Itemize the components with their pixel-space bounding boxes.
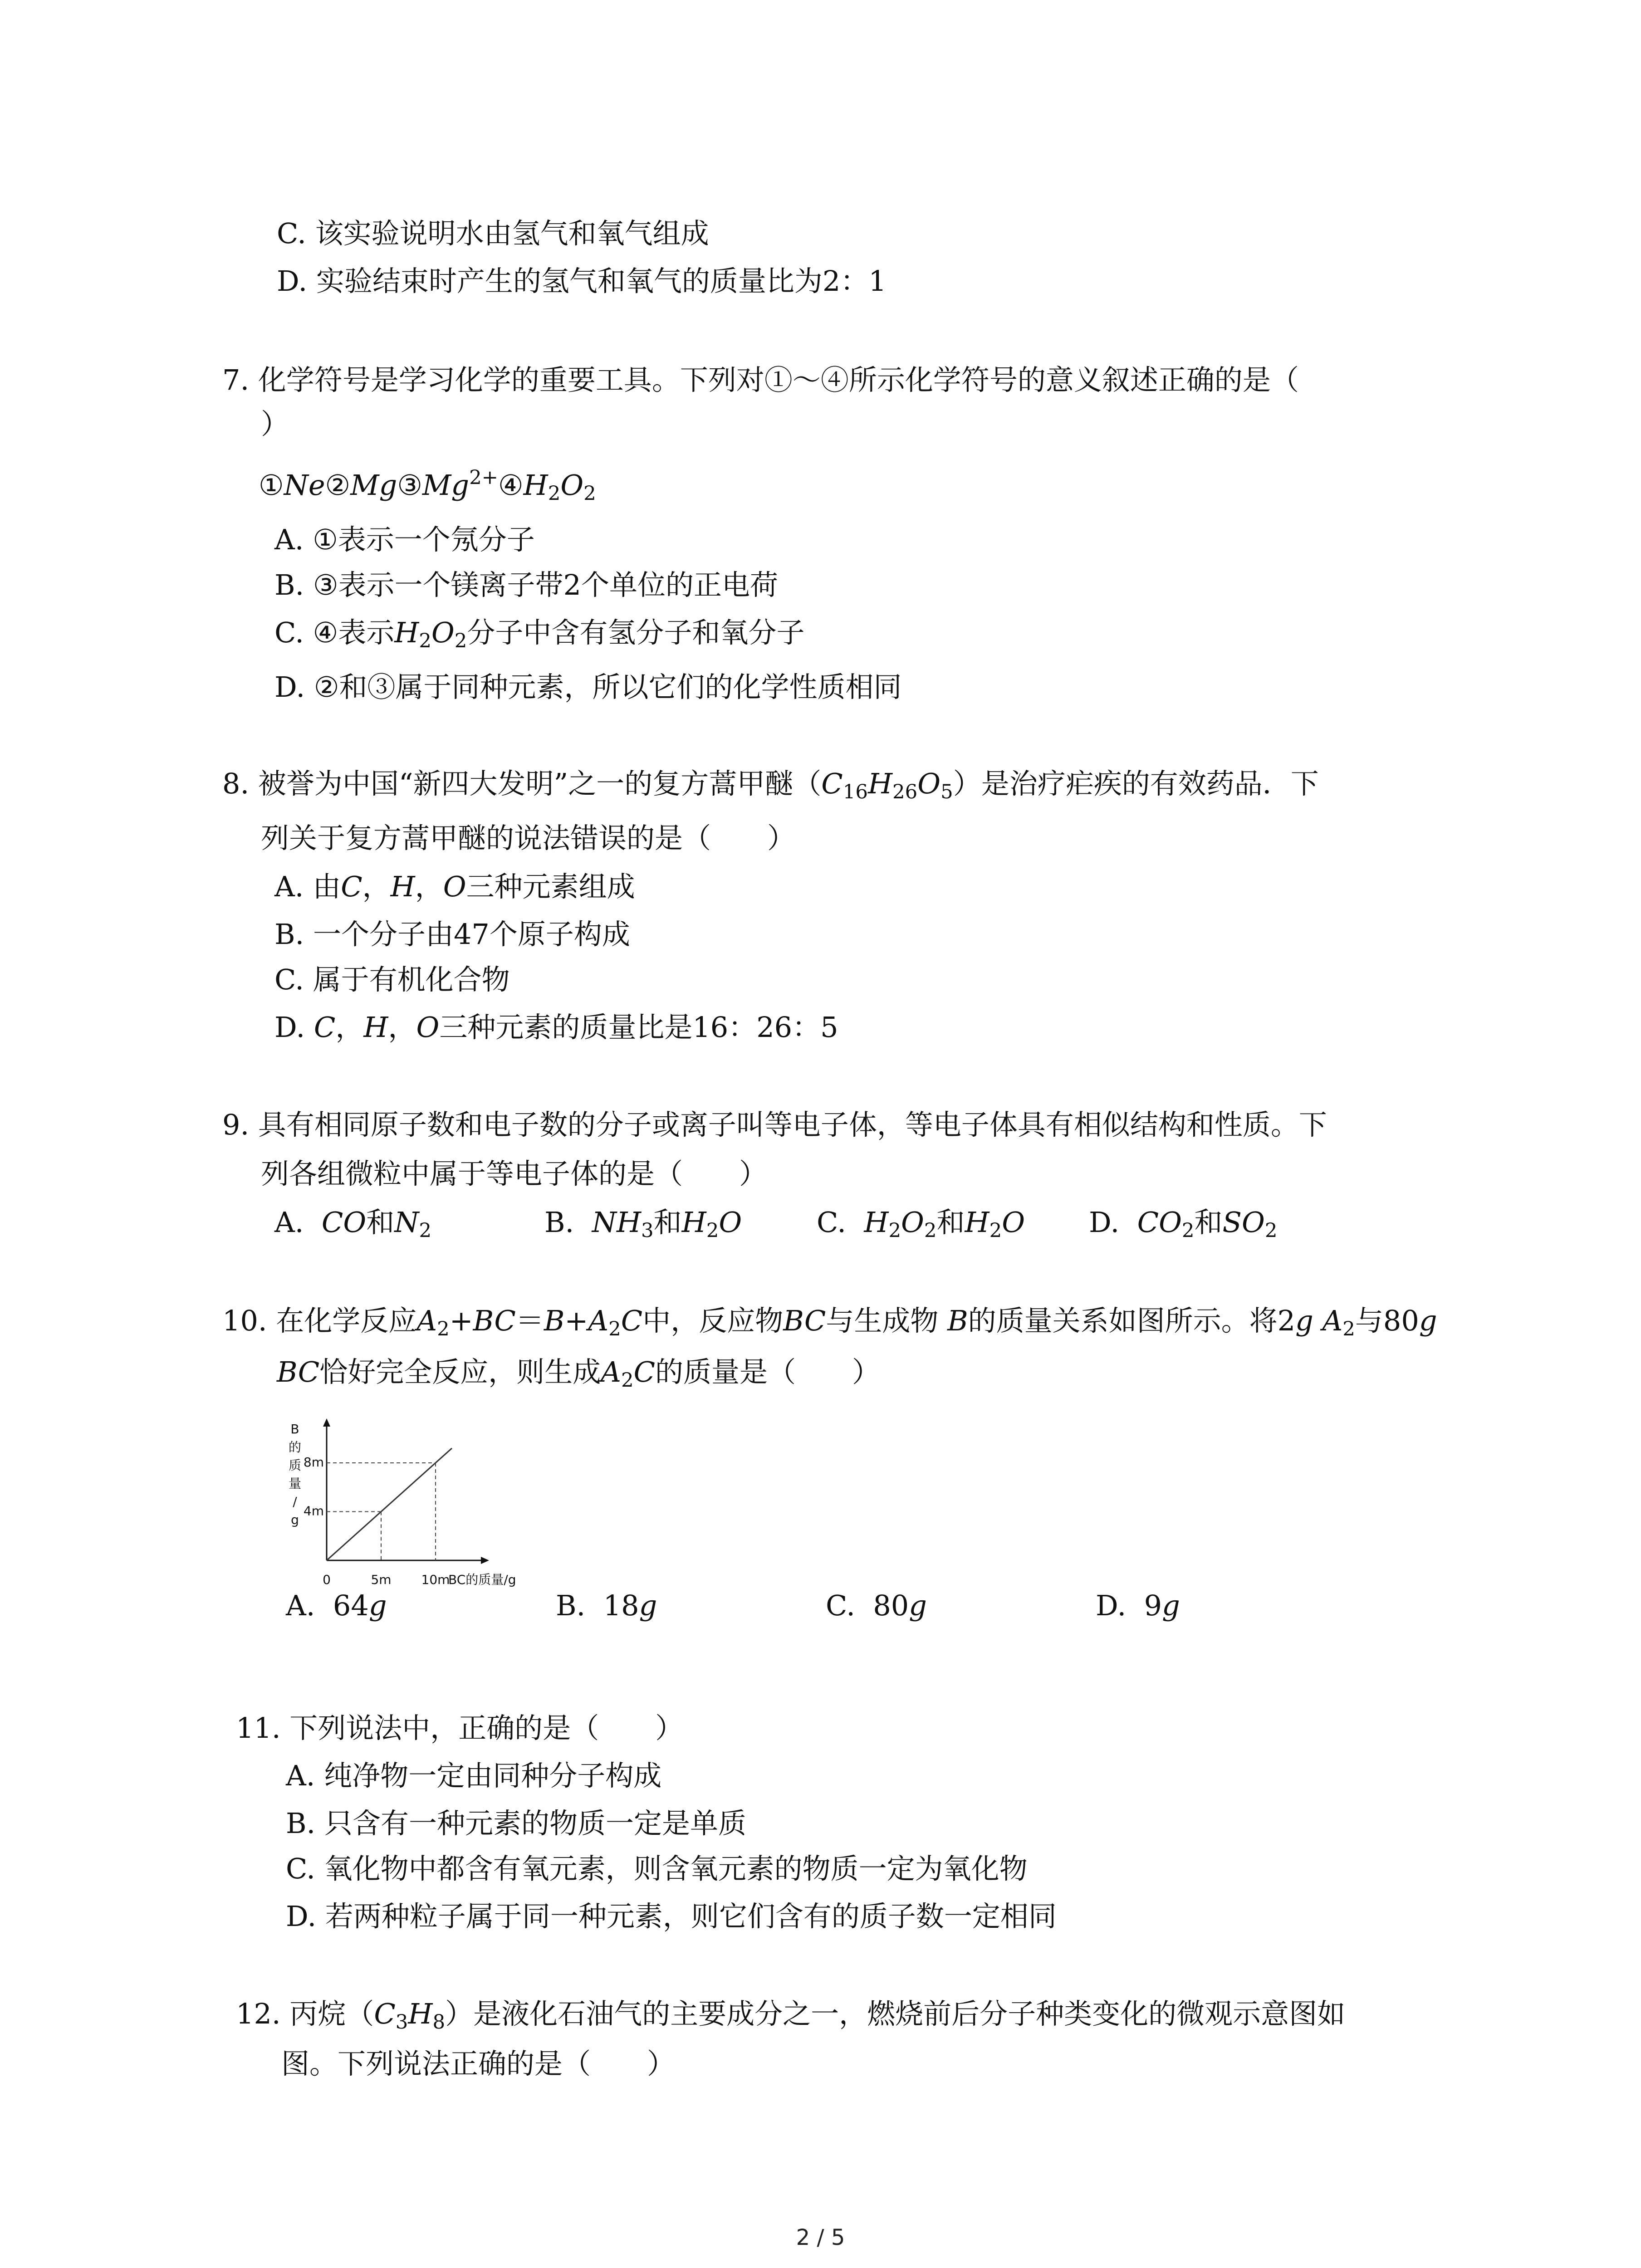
q11-option-c: C. 氧化物中都含有氧元素，则含氧元素的物质一定为氧化物 xyxy=(286,1852,1028,1885)
q11-stem: 11. 下列说法中，正确的是（ ） xyxy=(236,1711,684,1745)
q7-option-b: B. ③表示一个镁离子带2个单位的正电荷 xyxy=(274,568,779,601)
x-tick-label: 5m xyxy=(371,1572,392,1587)
q8-option-c: C. 属于有机化合物 xyxy=(274,963,510,996)
x-axis-label: BC的质量/g xyxy=(448,1572,516,1587)
series-line xyxy=(327,1448,452,1560)
x-axis-arrow xyxy=(481,1557,489,1564)
q12-stem-line2: 图。下列说法正确的是（ ） xyxy=(281,2047,676,2080)
y-axis-label: B 的质量/ g xyxy=(288,1422,302,1527)
q8-stem-line1: 8. 被誉为中国“新四大发明”之一的复方蒿甲醚$(C_{16}H_{26}O_5)$是治疗疟疾的有效药品．下 xyxy=(222,767,1319,803)
q6-option-c: C. 该实验说明水由氢气和氧气组成 xyxy=(277,217,709,250)
chart-marks xyxy=(327,1448,452,1560)
q10-stem-line2: BC恰好完全反应，则生成$A_2C$的质量是（ ） xyxy=(277,1355,881,1392)
q11-option-d: D. 若两种粒子属于同一种元素，则它们含有的质子数一定相同 xyxy=(286,1900,1057,1933)
q10-option-c: C. 80g xyxy=(826,1589,927,1622)
y-axis-arrow xyxy=(323,1418,330,1427)
q7-stem-line2: ） xyxy=(261,407,289,440)
page-number: 2 / 5 xyxy=(796,2225,845,2250)
q10-option-d: D. 9g xyxy=(1096,1589,1180,1622)
q9-stem-line1: 9. 具有相同原子数和电子数的分子或离子叫等电子体，等电子体具有相似结构和性质。下 xyxy=(222,1108,1327,1141)
q9-option-b: B. $NH_3$和$H_2O$ xyxy=(544,1206,742,1242)
q9-option-a: A. CO和$N_2$ xyxy=(274,1206,432,1242)
q7-option-c: C. ④表示$H_2O_2$分子中含有氢分子和氧分子 xyxy=(274,616,805,652)
q6-option-d: D. 实验结束时产生的氢气和氧气的质量比为2：1 xyxy=(277,264,887,298)
x-tick-label: 10m xyxy=(421,1572,450,1587)
q7-symbols: $①Ne②Mg③Mg^{2+}④H_2O_2$ xyxy=(259,466,596,505)
q7-option-d: D. ②和③属于同种元素，所以它们的化学性质相同 xyxy=(274,670,902,704)
q12-stem-line1: 12. 丙烷$(C_3H_8)$是液化石油气的主要成分之一，燃烧前后分子种类变化的微观示意图如 xyxy=(236,1997,1346,2033)
q8-option-b: B. 一个分子由47个原子构成 xyxy=(274,918,630,951)
q11-option-a: A. 纯净物一定由同种分子构成 xyxy=(286,1759,662,1792)
q7-stem-line1: 7. 化学符号是学习化学的重要工具。下列对①～④所示化学符号的意义叙述正确的是（ xyxy=(222,363,1299,396)
q8-stem-line2: 列关于复方蒿甲醚的说法错误的是（ ） xyxy=(261,821,796,855)
q9-stem-line2: 列各组微粒中属于等电子体的是（ ） xyxy=(261,1157,768,1190)
q9-option-d: D. $CO_2$和$SO_2$ xyxy=(1089,1206,1278,1242)
q8-option-d: D. C，H，O三种元素的质量比是16：26：5 xyxy=(274,1011,838,1044)
q10-stem-line1: 10. 在化学反应$A_2+BC=B+A_2C$中，反应物BC与生成物 B的质量关系如图所示。将2g $A_2$与80g xyxy=(222,1304,1437,1340)
y-tick-label: 8m xyxy=(303,1455,324,1470)
y-tick-label: 4m xyxy=(303,1503,324,1519)
x-tick-label: 0 xyxy=(323,1572,331,1587)
q7-option-a: A. ①表示一个氖分子 xyxy=(274,523,535,556)
q9-option-c: C. $H_2O_2$和$H_2O$ xyxy=(817,1206,1025,1242)
q10-option-b: B. 18g xyxy=(556,1589,657,1622)
q8-option-a: A. 由C，H，O三种元素组成 xyxy=(274,870,635,903)
q10-option-a: A. 64g xyxy=(286,1589,387,1622)
mass-relation-chart xyxy=(272,1415,516,1615)
q11-option-b: B. 只含有一种元素的物质一定是单质 xyxy=(286,1807,746,1840)
